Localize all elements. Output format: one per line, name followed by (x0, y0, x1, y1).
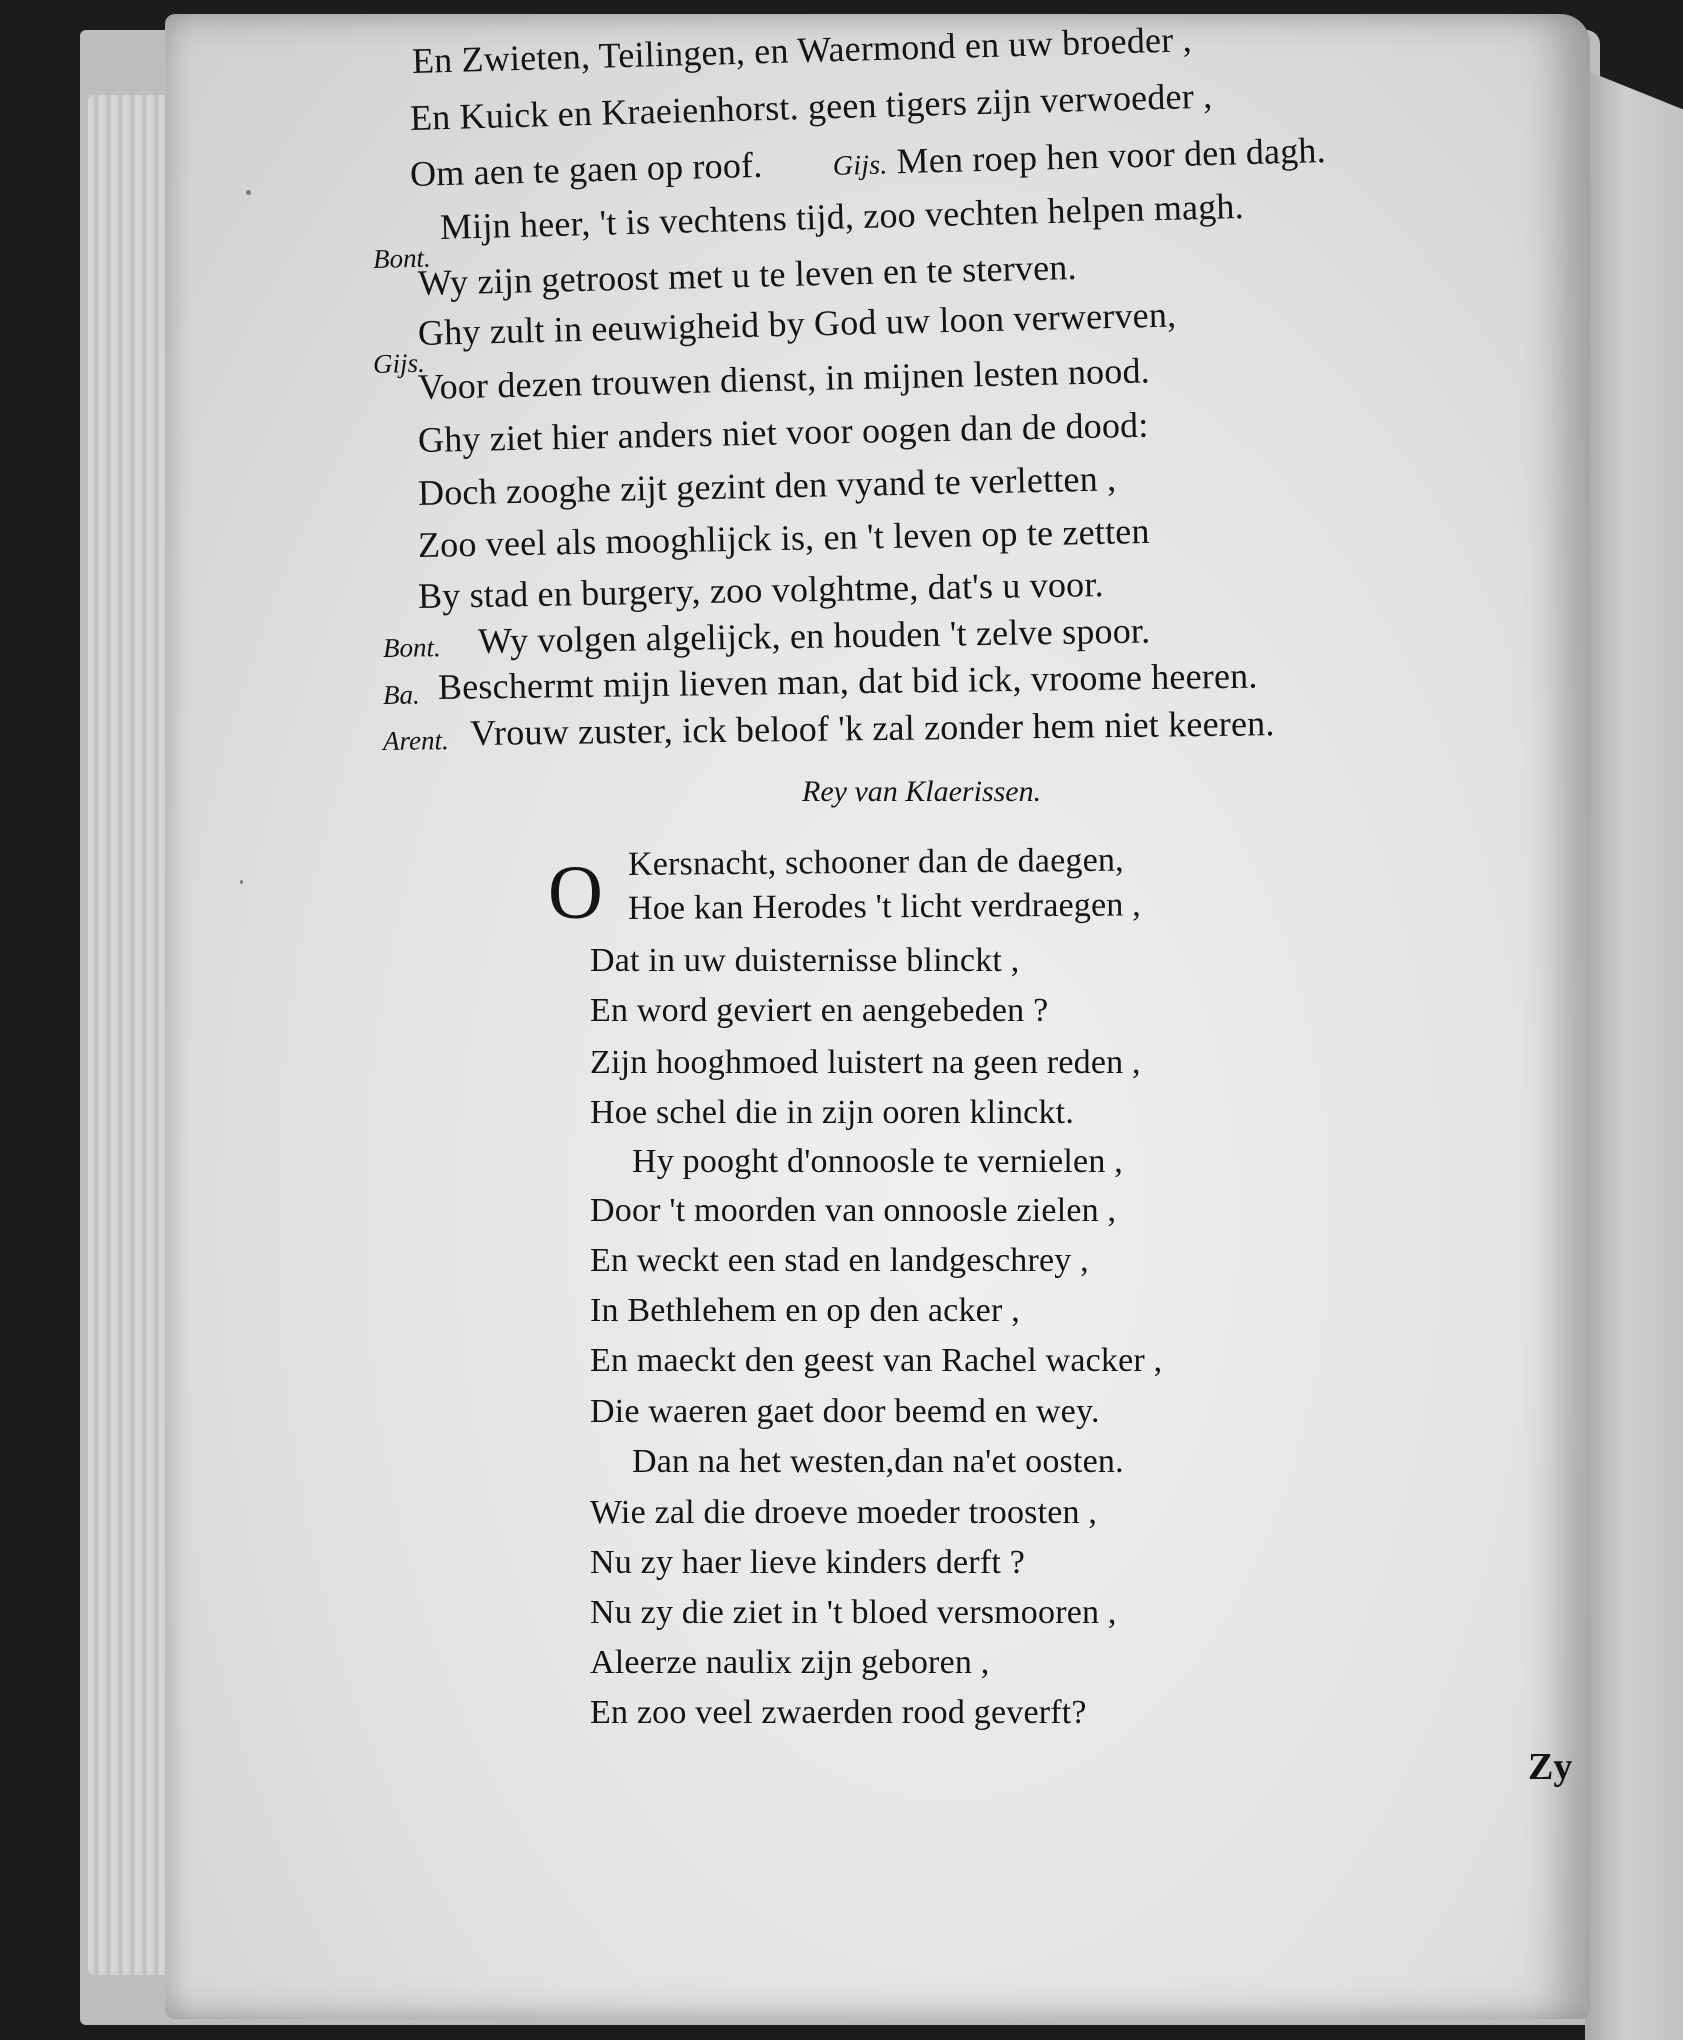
verse-line: Ghy zult in eeuwigheid by God uw loon verwerven, (417, 294, 1177, 353)
verse-line (409, 129, 1326, 195)
chorus-line: Hoe schel die in zijn ooren klinckt. (590, 1094, 1075, 1131)
speaker-label: Ba. (382, 679, 420, 710)
chorus-line: En zoo veel zwaerden rood geverft? (590, 1694, 1087, 1731)
chorus-line: Hoe kan Herodes 't licht verdraegen , (627, 886, 1142, 927)
chorus-line: En word geviert en aengebeden ? (590, 992, 1049, 1029)
speaker-label: Bont. (382, 632, 441, 663)
catchword: Zy (1528, 1746, 1573, 1788)
paper-fleck (246, 190, 251, 195)
verse-line: Mijn heer, 't is vechtens tijd, zoo vechten helpen magh. (439, 185, 1245, 247)
chorus-line: Zijn hooghmoed luistert na geen reden , (590, 1044, 1141, 1081)
verse-line: En Zwieten, Teilingen, en Waermond en uw broeder , (411, 19, 1193, 81)
chorus-line: Hy pooght d'onnoosle te vernielen , (632, 1143, 1123, 1180)
chorus-line: Door 't moorden van onnoosle zielen , (590, 1192, 1117, 1229)
speaker-label: Gijs. (832, 149, 888, 182)
chorus-line: Dat in uw duisternisse blinckt , (590, 942, 1020, 979)
verse-text: Om aen te gaen op roof. (409, 144, 763, 194)
chorus-line: Nu zy die ziet in 't bloed versmooren , (590, 1594, 1117, 1631)
verse-text: Men roep hen voor den dagh. (896, 130, 1327, 182)
verse-line: By stad en burgery, zoo volghtme, dat's u voor. (417, 564, 1105, 616)
chorus-line: Dan na het westen,dan na'et oosten. (632, 1443, 1124, 1480)
verse-line: Beschermt mijn lieven man, dat bid ick, vroome heeren. (437, 655, 1258, 707)
chorus-line: En maeckt den geest van Rachel wacker , (590, 1342, 1163, 1379)
paper-fleck (240, 880, 243, 884)
verse-line: Ghy ziet hier anders niet voor oogen dan de dood: (417, 404, 1149, 460)
verse-line: Doch zooghe zijt gezint den vyand te verletten , (417, 458, 1117, 513)
chorus-line: Nu zy haer lieve kinders derft ? (590, 1544, 1025, 1581)
speaker-label: Bont. (372, 242, 432, 274)
chorus-line: In Bethlehem en op den acker , (590, 1292, 1020, 1329)
verse-line: Zoo veel als mooghlijck is, en 't leven op te zetten (417, 510, 1150, 565)
chorus-line: Aleerze naulix zijn geboren , (590, 1644, 990, 1681)
chorus-line: Die waeren gaet door beemd en wey. (590, 1393, 1100, 1430)
speaker-label: Gijs. (372, 347, 426, 379)
verse-line: Vrouw zuster, ick beloof 'k zal zonder hem niet keeren. (469, 703, 1275, 753)
chorus-heading: Rey van Klaerissen. (802, 775, 1042, 808)
chorus-line: Wie zal die droeve moeder troosten , (590, 1494, 1098, 1531)
verse-line: Wy volgen algelijck, en houden 't zelve spoor. (477, 610, 1151, 661)
drop-initial: O (548, 851, 603, 935)
chorus-line: Kersnacht, schooner dan de daegen, (627, 841, 1124, 883)
verse-line: Wy zijn getroost met u te leven en te sterven. (417, 246, 1078, 303)
speaker-label: Arent. (382, 725, 449, 756)
verse-line: Voor dezen trouwen dienst, in mijnen lesten nood. (417, 350, 1151, 407)
chorus-line: En weckt een stad en landgeschrey , (590, 1242, 1089, 1279)
verse-line: En Kuick en Kraeienhorst. geen tigers zijn verwoeder , (409, 75, 1213, 138)
